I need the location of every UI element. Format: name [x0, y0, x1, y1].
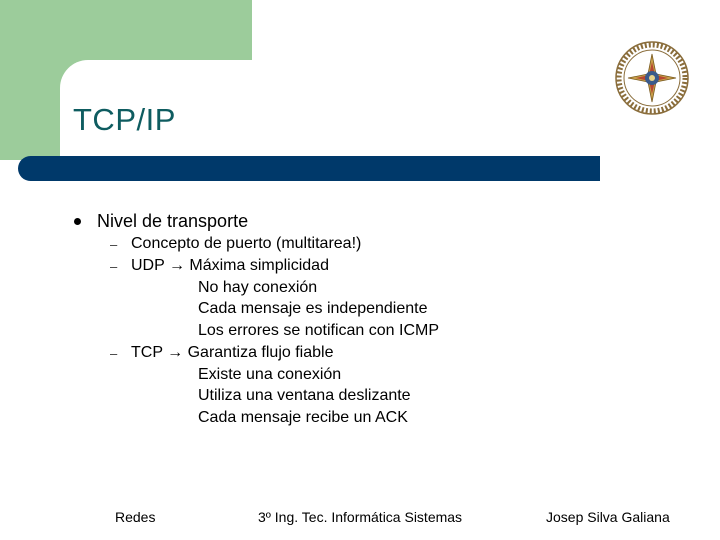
item-tcp: TCP → Garantiza flujo fiable	[131, 344, 334, 361]
footer-right: Josep Silva Galiana	[546, 509, 670, 525]
title-underline-bar	[18, 156, 600, 181]
footer-left: Redes	[115, 509, 156, 525]
item-tcp-3: Cada mensaje recibe un ACK	[198, 409, 408, 426]
footer-center: 3º Ing. Tec. Informática Sistemas	[258, 509, 463, 525]
item-tcp-1: Existe una conexión	[198, 366, 342, 383]
dash-udp: –	[110, 259, 118, 274]
item-udp: UDP → Máxima simplicidad	[131, 257, 329, 274]
bullet-dot-icon	[74, 218, 81, 225]
dash-puerto: –	[110, 237, 118, 252]
university-seal-icon	[614, 40, 690, 116]
main-bullet-text: Nivel de transporte	[97, 211, 249, 231]
item-udp-3: Los errores se notifican con ICMP	[198, 322, 439, 339]
item-tcp-2: Utiliza una ventana deslizante	[198, 387, 411, 404]
item-udp-2: Cada mensaje es independiente	[198, 300, 428, 317]
item-udp-1: No hay conexión	[198, 279, 318, 296]
bullet-nivel-transporte	[74, 211, 248, 232]
item-puerto: Concepto de puerto (multitarea!)	[131, 235, 362, 252]
dash-tcp: –	[110, 346, 118, 361]
slide-title: TCP/IP	[73, 102, 176, 137]
